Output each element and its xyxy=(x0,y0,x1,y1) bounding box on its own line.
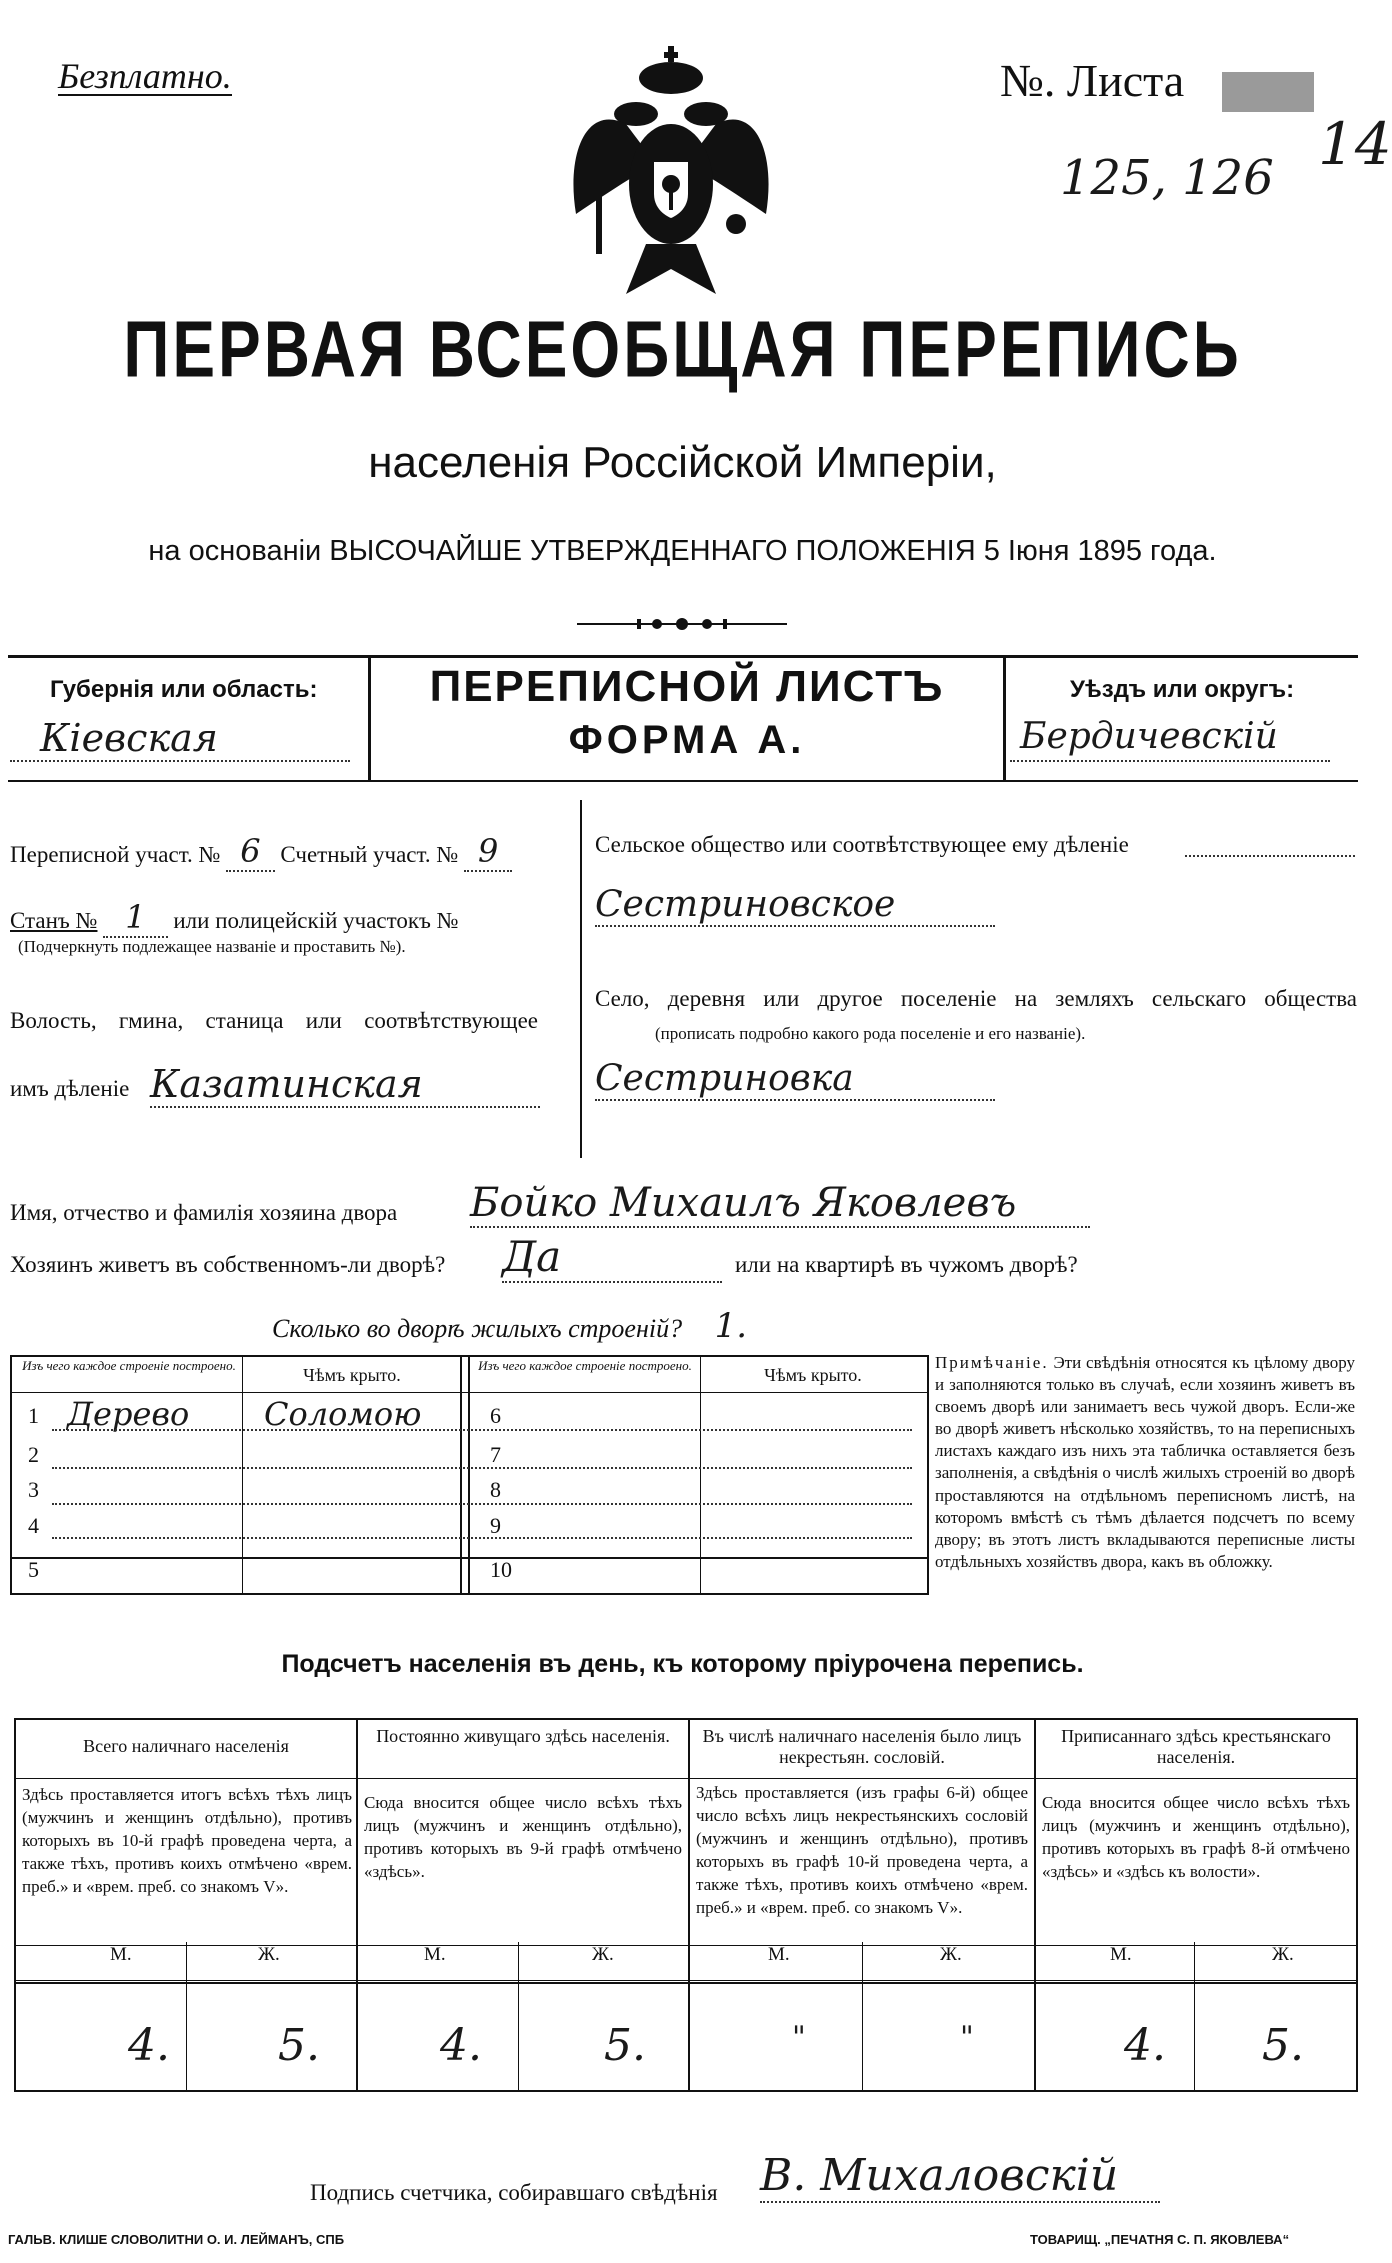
note-title: Примѣчаніе. xyxy=(935,1353,1049,1372)
col2-m-label: М. xyxy=(424,1944,446,1965)
census-section-value: 6 xyxy=(226,832,274,872)
census-basis: на основаніи ВЫСОЧАЙШЕ УТВЕРЖДЕННАГО ПОЛОЖЕНІЯ 5 Іюня 1895 года. xyxy=(148,535,1217,567)
count-section-label: Счетный участ. № xyxy=(280,842,459,867)
right-material-header: Изъ чего каждое строеніе построено. xyxy=(478,1358,692,1373)
gubernia-label: Губернія или область: xyxy=(50,676,318,703)
buildings-count-label: Сколько во дворѣ жилыхъ строеній? xyxy=(272,1314,683,1343)
society-dots xyxy=(1185,855,1355,857)
fields-center-divider xyxy=(580,800,582,1158)
row-2-number: 2 xyxy=(28,1442,39,1467)
col4-m-label: М. xyxy=(1110,1944,1132,1965)
form-letter: ФОРМА А. xyxy=(568,718,806,762)
row-1-material: Дерево xyxy=(67,1395,190,1433)
mf-subdivider-2 xyxy=(518,1942,519,2090)
col3-m-label: М. xyxy=(768,1944,790,1965)
val-divider-2 xyxy=(688,1942,690,2090)
population-table xyxy=(14,1718,1358,1984)
table-double-divider-2 xyxy=(468,1357,470,1557)
col1-note: Здѣсь проставляется итогъ всѣхъ тѣхъ лицъ (мужчинъ и женщинъ отдѣльно), противъ которыхъ въ 10-й графѣ проведена черта, а также тѣхъ, противъ коихъ отмѣчено «врем. преб.» и «врем. преб. со знакомъ V». xyxy=(22,1785,352,1896)
table-col-divider-right xyxy=(700,1357,701,1557)
count-section-value: 9 xyxy=(464,832,512,872)
printer-left: ГАЛЬВ. КЛИШЕ СЛОВОЛИТНИ О. И. ЛЕЙМАНЪ, СПБ xyxy=(8,2232,345,2247)
free-label: Безплатно. xyxy=(58,56,232,96)
col3-m-value: " xyxy=(792,2020,806,2055)
stan-label: Станъ № xyxy=(10,908,98,933)
lower-col-divider-left xyxy=(242,1553,243,1593)
form-top-divider-right xyxy=(1003,655,1006,780)
row-9-number: 9 xyxy=(490,1513,501,1538)
sheet-numbers-handwritten: 125, 126 xyxy=(1060,150,1274,206)
pop-mf-rule xyxy=(16,1945,1356,1946)
col3-header: Въ числѣ наличнаго населенія было лицъ некрестьян. сословій. xyxy=(702,1726,1022,1767)
col3-f-value: " xyxy=(960,2020,974,2055)
col2-m-value: 4. xyxy=(440,2020,482,2071)
row-3-number: 3 xyxy=(28,1477,39,1502)
buildings-table xyxy=(10,1355,929,1559)
table-header-rule xyxy=(12,1392,927,1393)
row-10-number: 10 xyxy=(490,1557,512,1582)
val-mf-rule xyxy=(16,1980,1356,1981)
sheet-number-label: №. Листа xyxy=(1000,55,1185,106)
row-5-number-visible: 5 xyxy=(28,1557,39,1582)
society-label: Сельское общество или соотвѣтствующее ему дѣленіе xyxy=(595,832,1129,857)
census-section-label: Переписной участ. № xyxy=(10,842,221,867)
row-1-number: 1 xyxy=(28,1403,39,1428)
col2-note: Сюда вносится общее число всѣхъ тѣхъ лицъ (мужчинъ и женщинъ отдѣльно), противъ которыхъ въ 9-й графѣ отмѣчено «здѣсь». xyxy=(364,1793,682,1881)
mf-subdivider-1 xyxy=(186,1942,187,2090)
col3-f-label: Ж. xyxy=(940,1944,962,1965)
row-4-number: 4 xyxy=(28,1513,39,1538)
uezd-line xyxy=(1010,760,1330,762)
gubernia-line xyxy=(10,760,350,762)
rent-label: или на квартирѣ въ чужомъ дворѣ? xyxy=(735,1252,1078,1277)
form-top-divider-left xyxy=(368,655,371,780)
stan-note: (Подчеркнуть подлежащее названіе и проставить №). xyxy=(18,937,406,956)
volost-label: Волость, гмина, станица или соотвѣтствующее xyxy=(10,1008,538,1033)
population-title: Подсчетъ населенія въ день, къ которому пріурочена перепись. xyxy=(281,1650,1084,1678)
imperial-eagle-emblem xyxy=(566,44,776,299)
printer-right: ТОВАРИЩ. „ПЕЧАТНЯ С. П. ЯКОВЛЕВА“ xyxy=(1030,2232,1290,2247)
mf-subdivider-3 xyxy=(862,1942,863,2090)
left-material-header: Изъ чего каждое строеніе построено. xyxy=(22,1358,236,1373)
redaction-box xyxy=(1222,72,1314,112)
gubernia-value: Кіевская xyxy=(40,716,218,760)
volost-value: Казатинская xyxy=(150,1062,540,1108)
row-8-number: 8 xyxy=(490,1477,501,1502)
col4-header: Приписаннаго здѣсь крестьянскаго населенія. xyxy=(1061,1726,1331,1767)
owner-name-value: Бойко Михаилъ Яковлевъ xyxy=(470,1180,1090,1228)
signature-value: В. Михаловскій xyxy=(760,2150,1160,2203)
own-yard-value: Да xyxy=(502,1232,722,1283)
col1-f-value: 5. xyxy=(278,2020,320,2071)
val-divider-3 xyxy=(1034,1942,1036,2090)
col4-note: Сюда вносится общее число всѣхъ тѣхъ лицъ (мужчинъ и женщинъ отдѣльно), противъ которыхъ въ графѣ 8-й отмѣчено «здѣсь» и «здѣсь къ волости». xyxy=(1042,1793,1350,1881)
col3-note: Здѣсь проставляется (изъ графы 6-й) общее число всѣхъ лицъ некрестьянскихъ сословій (мужчинъ и женщинъ отдѣльно), противъ которыхъ въ графѣ 10-й проведена черта, а также тѣхъ, противъ коихъ отмѣчено «врем. преб.» и «врем. преб. со знакомъ V». xyxy=(696,1783,1028,1917)
stan-field xyxy=(10,898,459,936)
col1-m-value: 4. xyxy=(128,2020,170,2071)
police-label: или полицейскій участокъ № xyxy=(173,908,459,933)
col1-m-label: М. xyxy=(110,1944,132,1965)
note-text: Эти свѣдѣнія относятся къ цѣлому двору и заполняются только въ случаѣ, если хозяинъ живетъ въ своемъ дворѣ или занимаетъ весь чужой дворъ. Если-же во дворѣ живетъ нѣсколько хозяйствъ, то на переписныхъ листахъ каждаго изъ нихъ эта табличка оставляется безъ заполненія, а свѣдѣнія о числѣ жилыхъ строеній во дворѣ проставляются на отдѣльномъ переписномъ листѣ, на которомъ вмѣстѣ съ тѣмъ дѣлается подсчетъ по всему двору; въ этотъ листъ вкладываются переписные листы отдѣльныхъ хозяйствъ двора, какъ въ обложку. xyxy=(935,1353,1356,1571)
right-roof-header: Чѣмъ крыто. xyxy=(764,1365,862,1385)
row-1-roof: Соломою xyxy=(264,1395,422,1433)
row-line-2 xyxy=(52,1467,912,1469)
col1-header: Всего наличнаго населенія xyxy=(83,1736,289,1756)
col4-m-value: 4. xyxy=(1124,2020,1166,2071)
row-6-number: 6 xyxy=(490,1403,501,1428)
buildings-note xyxy=(935,1352,1355,1573)
lower-double-divider-1 xyxy=(460,1553,462,1593)
col2-f-label: Ж. xyxy=(592,1944,614,1965)
table-double-divider-1 xyxy=(460,1357,462,1557)
uezd-label: Уѣздъ или округъ: xyxy=(1070,676,1295,703)
buildings-count-value: 1. xyxy=(714,1306,748,1346)
left-roof-header: Чѣмъ крыто. xyxy=(303,1365,401,1385)
row-7-number: 7 xyxy=(490,1442,501,1467)
table-col-divider-left xyxy=(242,1357,243,1557)
row-line-3 xyxy=(52,1503,912,1505)
census-title: ПЕРВАЯ ВСЕОБЩАЯ ПЕРЕПИСЬ xyxy=(123,304,1242,394)
col2-header: Постоянно живущаго здѣсь населенія. xyxy=(376,1726,670,1746)
lower-col-divider-right xyxy=(700,1553,701,1593)
buildings-table-lower xyxy=(10,1553,929,1595)
village-note: (прописать подробно какого рода поселеніе и его названіе). xyxy=(655,1024,1086,1043)
village-label: Село, деревня или другое поселеніе на земляхъ сельскаго общества xyxy=(595,986,1357,1011)
pop-header-rule xyxy=(16,1778,1356,1779)
stan-value: 1 xyxy=(103,898,167,938)
buildings-count-field xyxy=(272,1306,747,1346)
ornament-divider xyxy=(577,612,787,636)
census-section-field xyxy=(10,832,512,870)
census-subtitle: населенія Россійской Имперіи, xyxy=(368,438,997,487)
lower-double-divider-2 xyxy=(468,1553,470,1593)
society-value: Сестриновское xyxy=(595,884,995,927)
form-top-rule xyxy=(8,655,1358,658)
margin-mark-handwritten: 14 xyxy=(1318,110,1392,178)
signature-label: Подпись счетчика, собиравшаго свѣдѣнія xyxy=(310,2180,718,2205)
col4-f-label: Ж. xyxy=(1272,1944,1294,1965)
row-line-4 xyxy=(52,1537,912,1539)
col2-f-value: 5. xyxy=(604,2020,646,2071)
own-yard-label: Хозяинъ живетъ въ собственномъ-ли дворѣ? xyxy=(10,1252,446,1277)
col4-f-value: 5. xyxy=(1262,2020,1304,2071)
mf-subdivider-4 xyxy=(1194,1942,1195,2090)
owner-name-label: Имя, отчество и фамилія хозяина двора xyxy=(10,1200,398,1225)
volost-label-2: имъ дѣленіе xyxy=(10,1076,130,1101)
uezd-value: Бердичевскій xyxy=(1020,716,1278,757)
form-title: ПЕРЕПИСНОЙ ЛИСТЪ xyxy=(429,662,945,711)
row-line-1 xyxy=(52,1429,912,1431)
val-divider-1 xyxy=(356,1942,358,2090)
form-band-bottom-rule xyxy=(8,780,1358,782)
col1-f-label: Ж. xyxy=(258,1944,280,1965)
village-value: Сестриновка xyxy=(595,1058,995,1101)
